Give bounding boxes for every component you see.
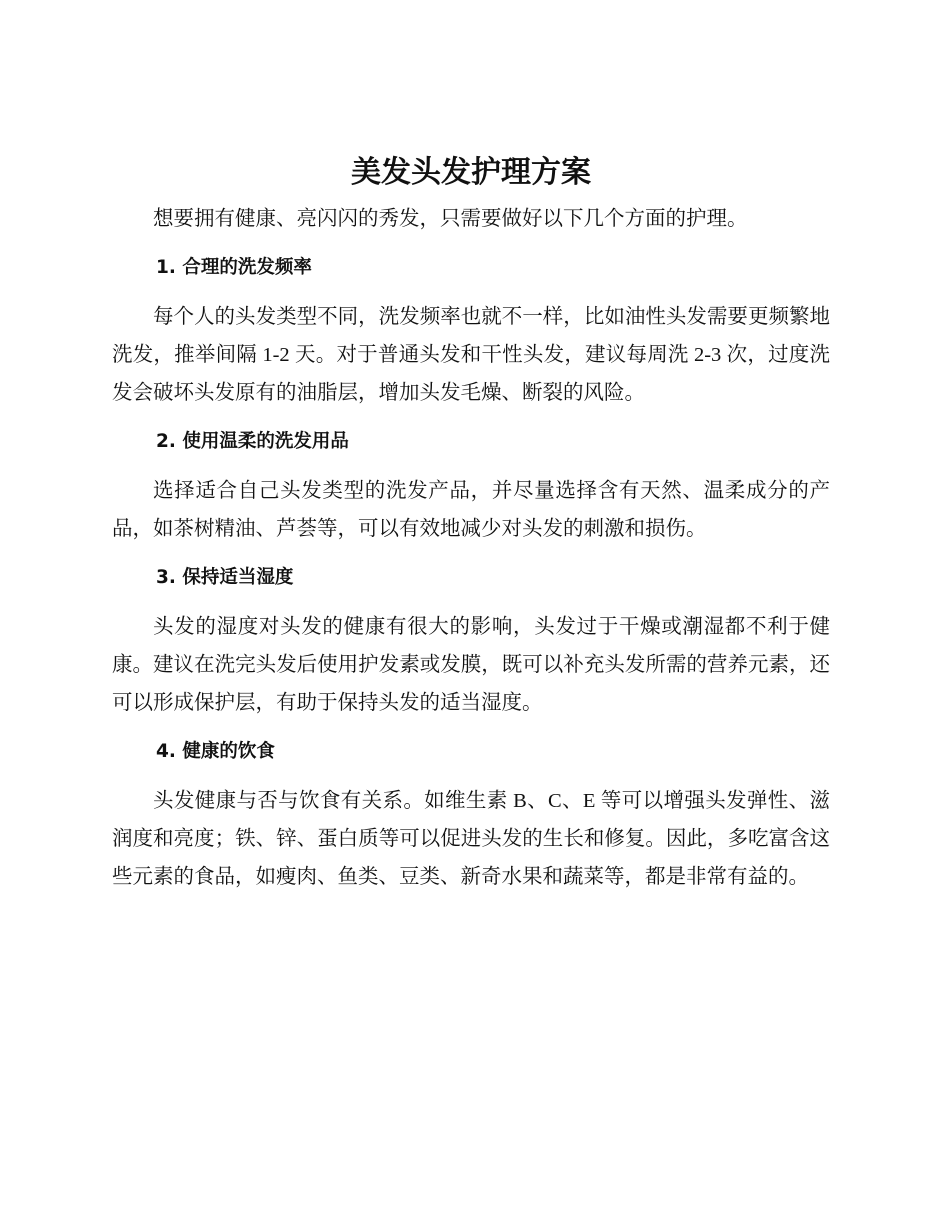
section-heading-1: 1. 合理的洗发频率 (156, 257, 312, 278)
section-body-3: 头发的湿度对头发的健康有很大的影响，头发过于干燥或潮湿都不利于健康。建议在洗完头发后使用护发素或发膜，既可以补充头发所需的营养元素，还可以形成保护层，有助于保持头发的适当湿度。 (112, 616, 830, 714)
section-body-2: 选择适合自己头发类型的洗发产品，并尽量选择含有天然、温柔成分的产品，如茶树精油、芦荟等，可以有效地减少对头发的刺激和损伤。 (112, 480, 830, 540)
section-heading-2: 2. 使用温柔的洗发用品 (156, 431, 349, 452)
section-heading-4: 4. 健康的饮食 (156, 741, 275, 762)
document-title: 美发头发护理方案 (351, 155, 591, 190)
section-body-1: 每个人的头发类型不同，洗发频率也就不一样，比如油性头发需要更频繁地洗发，推举间隔 1-2 天。对于普通头发和干性头发，建议每周洗 2-3 次，过度洗发会破坏头发原有的油脂层，增加头发毛燥、断裂的风险。 (112, 306, 830, 404)
section-heading-3: 3. 保持适当湿度 (156, 567, 294, 588)
section-body-4: 头发健康与否与饮食有关系。如维生素 B、C、E 等可以增强头发弹性、滋润度和亮度；铁、锌、蛋白质等可以促进头发的生长和修复。因此，多吃富含这些元素的食品，如瘦肉、鱼类、豆类、新奇水果和蔬菜等，都是非常有益的。 (112, 790, 830, 888)
document-page (112, 150, 830, 896)
intro-paragraph: 想要拥有健康、亮闪闪的秀发，只需要做好以下几个方面的护理。 (153, 208, 748, 230)
